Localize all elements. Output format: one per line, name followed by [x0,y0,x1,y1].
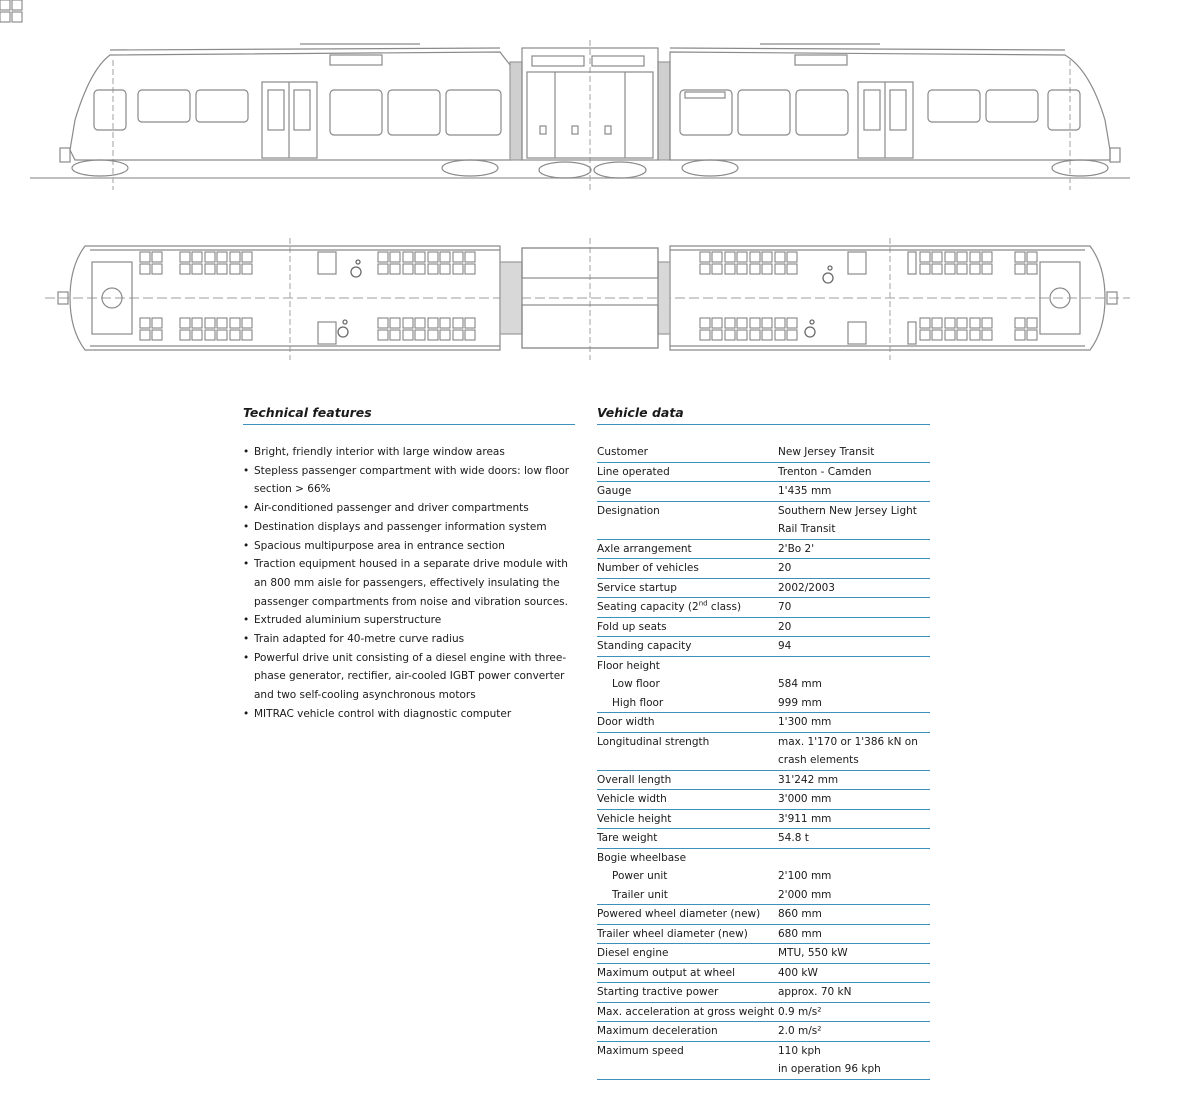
table-row [597,501,930,539]
table-row [597,963,930,983]
row-label: Bogie wheelbase [597,851,687,864]
row-label: Fold up seats [597,617,778,637]
row-value: MTU, 550 kW [778,944,930,964]
table-row [597,578,930,598]
table-row [597,770,930,790]
row-value: 3'911 mm [778,809,930,829]
row-value: 2'000 mm [778,886,930,905]
row-value: Trenton - Camden [778,462,930,482]
table-row [597,848,930,867]
row-value: 3'000 mm [778,790,930,810]
row-label: Service startup [597,578,778,598]
row-label [597,1060,778,1079]
vehicle-data-title: Vehicle data [597,405,930,425]
table-row [597,598,930,618]
table-row [597,809,930,829]
table-row [597,539,930,559]
row-label: Tare weight [597,829,778,849]
row-label: Power unit [612,870,668,882]
row-value: 0.9 m/s² [778,1002,930,1022]
row-value: 2'Bo 2' [778,539,930,559]
row-value: 110 kph [778,1044,821,1057]
table-row [597,637,930,657]
row-value: 31'242 mm [778,770,930,790]
row-value: Southern New Jersey Light Rail Transit [778,501,930,539]
table-row [597,1022,930,1042]
row-value: 20 [778,617,930,637]
row-label: Diesel engine [597,944,778,964]
row-value: 20 [778,559,930,579]
side-elevation [30,40,1130,190]
row-value: 860 mm [778,905,930,925]
row-label: Overall length [597,770,778,790]
table-row [597,559,930,579]
vehicle-data-section [597,405,930,1080]
technical-features-section [243,405,575,724]
list-item: • Traction equipment housed in a separate drive module with an 800 mm aisle for passengers, effectively insulating the passenger compartments from noise and vibration sources. [243,555,575,611]
row-label: Maximum deceleration [597,1022,778,1042]
row-label: Line operated [597,462,778,482]
row-value: 2.0 m/s² [778,1022,930,1042]
table-row [597,443,930,462]
row-label: Vehicle width [597,790,778,810]
row-value: 1'300 mm [778,713,930,733]
row-value: max. 1'170 or 1'386 kN on crash elements [778,732,930,770]
row-label: Maximum speed [597,1044,684,1057]
list-item: • MITRAC vehicle control with diagnostic computer [243,705,575,724]
row-label: Floor height [597,659,660,672]
table-row [597,886,930,905]
row-label: Vehicle height [597,809,778,829]
row-label: High floor [597,694,778,713]
list-item: • Stepless passenger compartment with wide doors: low floor section > 66% [243,462,575,499]
row-label: Axle arrangement [597,539,778,559]
table-row [597,482,930,502]
row-label: Standing capacity [597,637,778,657]
row-label: Longitudinal strength [597,732,778,770]
list-item: • Train adapted for 40-metre curve radius [243,630,575,649]
technical-features-title: Technical features [243,405,575,425]
row-value: in operation 96 kph [778,1060,930,1079]
table-row [597,1041,930,1060]
table-row [597,790,930,810]
row-label: Door width [597,713,778,733]
table-row [597,867,930,886]
row-label: Designation [597,501,778,539]
table-row [597,462,930,482]
row-value: 400 kW [778,963,930,983]
list-item: • Extruded aluminium superstructure [243,611,575,630]
table-row [597,983,930,1003]
table-row [597,732,930,770]
row-value: 2'100 mm [778,870,832,882]
row-value: 999 mm [778,694,930,713]
row-label: Gauge [597,482,778,502]
train-drawing [0,0,1200,390]
row-label: Low floor [612,678,660,690]
row-value: 54.8 t [778,829,930,849]
technical-features-list [243,443,575,724]
list-item: • Destination displays and passenger information system [243,518,575,537]
row-value: 94 [778,637,930,657]
row-label: Trailer unit [597,886,778,905]
list-item: • Powerful drive unit consisting of a diesel engine with three-phase generator, rectifier, air-cooled IGBT power converter and two self-cooling asynchronous motors [243,649,575,705]
row-value [778,848,930,867]
row-value: 1'435 mm [778,482,930,502]
table-row [597,905,930,925]
row-value: 584 mm [778,678,822,690]
row-label: Customer [597,443,778,462]
row-label: Max. acceleration at gross weight [597,1002,778,1022]
row-label: Powered wheel diameter (new) [597,905,778,925]
row-value: approx. 70 kN [778,983,930,1003]
table-row [597,656,930,675]
row-label: Trailer wheel diameter (new) [597,924,778,944]
table-row [597,944,930,964]
row-label: Maximum output at wheel [597,963,778,983]
vehicle-data-table [597,443,930,1080]
table-row [597,617,930,637]
table-row [597,1060,930,1079]
table-row [597,694,930,713]
table-row [597,1002,930,1022]
table-row [597,675,930,694]
list-item: • Air-conditioned passenger and driver compartments [243,499,575,518]
table-row [597,924,930,944]
list-item: • Bright, friendly interior with large window areas [243,443,575,462]
table-row [597,713,930,733]
row-label-seating: Seating capacity (2nd class) [597,598,778,618]
list-item: • Spacious multipurpose area in entrance section [243,537,575,556]
table-row [597,829,930,849]
row-value: 2002/2003 [778,578,930,598]
row-value [778,656,930,675]
row-value: New Jersey Transit [778,443,930,462]
row-value: 680 mm [778,924,930,944]
row-label: Number of vehicles [597,559,778,579]
row-label: Starting tractive power [597,983,778,1003]
row-value: 70 [778,598,930,618]
